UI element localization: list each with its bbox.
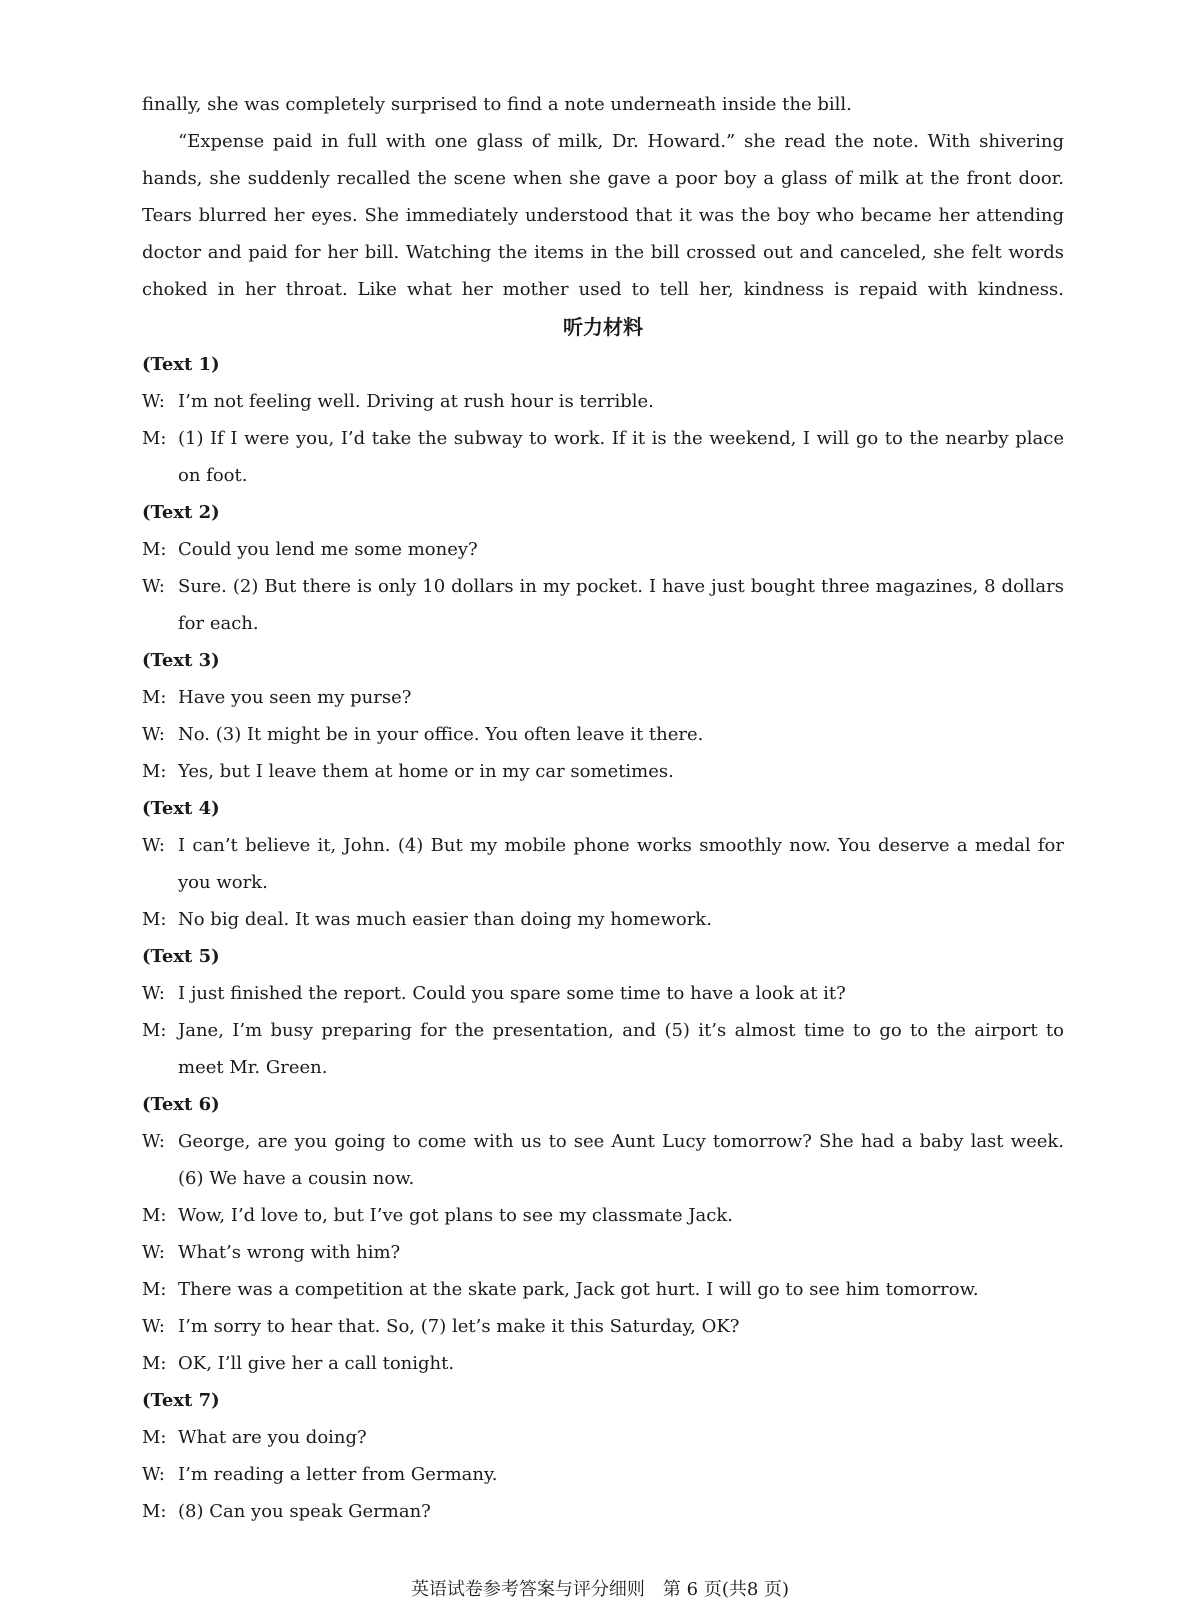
dialogue-line [142, 1123, 1064, 1197]
speaker-label: M: [142, 1501, 167, 1522]
text-label: (Text 4) [142, 798, 220, 819]
dialogue-line [142, 901, 1064, 938]
dialogue-line [142, 1234, 1064, 1271]
speaker-label: M: [142, 428, 167, 449]
page-content [142, 86, 1064, 1530]
text-label: (Text 7) [142, 1390, 220, 1411]
dialogue-line [142, 1308, 1064, 1345]
utterance-text: What are you doing? [178, 1427, 367, 1448]
text-label: (Text 6) [142, 1094, 220, 1115]
page-footer: 英语试卷参考答案与评分细则 第 6 页(共8 页) [410, 1579, 790, 1600]
utterance-text: I’m not feeling well. Driving at rush hour is terrible. [178, 391, 654, 412]
utterance-text: I just finished the report. Could you spare some time to have a look at it? [178, 983, 846, 1004]
dialogue-line [142, 753, 1064, 790]
utterance-text: (1) If I were you, I’d take the subway to work. If it is the weekend, I will go to the nearby place on foot. [178, 428, 1064, 486]
dialogue-line [142, 716, 1064, 753]
dialogue-line [142, 1345, 1064, 1382]
speaker-label: M: [142, 1205, 167, 1226]
utterance-text: I’m reading a letter from Germany. [178, 1464, 498, 1485]
speaker-label: M: [142, 687, 167, 708]
speaker-label: M: [142, 1353, 167, 1374]
speaker-label: W: [142, 576, 166, 597]
section-title: 听力材料 [563, 315, 643, 339]
utterance-text: Could you lend me some money? [178, 539, 478, 560]
dialogue-line [142, 1271, 1064, 1308]
speaker-label: M: [142, 1020, 167, 1041]
utterance-text: George, are you going to come with us to see Aunt Lucy tomorrow? She had a baby last week. (6) We have a cousin now. [178, 1131, 1064, 1189]
dialogue-line [142, 383, 1064, 420]
dialogue-line [142, 531, 1064, 568]
listening-text-7 [142, 1382, 1064, 1530]
passage-line-1: finally, she was completely surprised to find a note underneath inside the bill. [142, 94, 852, 115]
dialogue-line [142, 1493, 1064, 1530]
utterance-text: There was a competition at the skate park, Jack got hurt. I will go to see him tomorrow. [178, 1279, 979, 1300]
dialogue-line [142, 975, 1064, 1012]
speaker-label: W: [142, 835, 166, 856]
listening-text-4 [142, 790, 1064, 938]
speaker-label: W: [142, 391, 166, 412]
speaker-label: M: [142, 909, 167, 930]
listening-text-2 [142, 494, 1064, 642]
speaker-label: W: [142, 724, 166, 745]
speaker-label: M: [142, 539, 167, 560]
utterance-text: Wow, I’d love to, but I’ve got plans to see my classmate Jack. [178, 1205, 734, 1226]
listening-text-6 [142, 1086, 1064, 1382]
utterance-text: (8) Can you speak German? [178, 1501, 431, 1522]
utterance-text: No. (3) It might be in your office. You often leave it there. [178, 724, 704, 745]
utterance-text: I can’t believe it, John. (4) But my mobile phone works smoothly now. You deserve a medal for you work. [178, 835, 1064, 893]
dialogue-line [142, 827, 1064, 901]
utterance-text: No big deal. It was much easier than doing my homework. [178, 909, 712, 930]
listening-text-3 [142, 642, 1064, 790]
utterance-text: What’s wrong with him? [178, 1242, 401, 1263]
text-label: (Text 5) [142, 946, 220, 967]
dialogue-line [142, 679, 1064, 716]
speaker-label: W: [142, 1242, 166, 1263]
utterance-text: Jane, I’m busy preparing for the presentation, and (5) it’s almost time to go to the airport to meet Mr. Green. [178, 1020, 1064, 1078]
dialogue-line [142, 420, 1064, 494]
text-label: (Text 1) [142, 354, 220, 375]
speaker-label: M: [142, 1279, 167, 1300]
utterance-text: Have you seen my purse? [178, 687, 412, 708]
dialogue-line [142, 1419, 1064, 1456]
text-label: (Text 3) [142, 650, 220, 671]
dialogue-line [142, 1012, 1064, 1086]
utterance-text: Sure. (2) But there is only 10 dollars in my pocket. I have just bought three magazines, 8 dollars for each. [178, 576, 1064, 634]
listening-text-1 [142, 346, 1064, 494]
utterance-text: I’m sorry to hear that. So, (7) let’s make it this Saturday, OK? [178, 1316, 740, 1337]
speaker-label: W: [142, 983, 166, 1004]
passage-paragraph-2: “Expense paid in full with one glass of milk, Dr. Howard.” she read the note. With shivering hands, she suddenly recalled the scene when she gave a poor boy a glass of milk at the front door. Tears blurred her eyes. She immediately understood that it was the boy who became her attending doctor and paid for her bill. Watching the items in the bill crossed out and canceled, she felt words choked in her throat. Like what her mother used to tell her, kindness is repaid with kindness. [142, 131, 1064, 300]
dialogue-line [142, 1456, 1064, 1493]
speaker-label: W: [142, 1464, 166, 1485]
speaker-label: M: [142, 1427, 167, 1448]
listening-text-5 [142, 938, 1064, 1086]
dialogue-line [142, 1197, 1064, 1234]
speaker-label: W: [142, 1131, 166, 1152]
utterance-text: OK, I’ll give her a call tonight. [178, 1353, 455, 1374]
speaker-label: W: [142, 1316, 166, 1337]
text-label: (Text 2) [142, 502, 220, 523]
dialogue-line [142, 568, 1064, 642]
utterance-text: Yes, but I leave them at home or in my car sometimes. [178, 761, 674, 782]
speaker-label: M: [142, 761, 167, 782]
